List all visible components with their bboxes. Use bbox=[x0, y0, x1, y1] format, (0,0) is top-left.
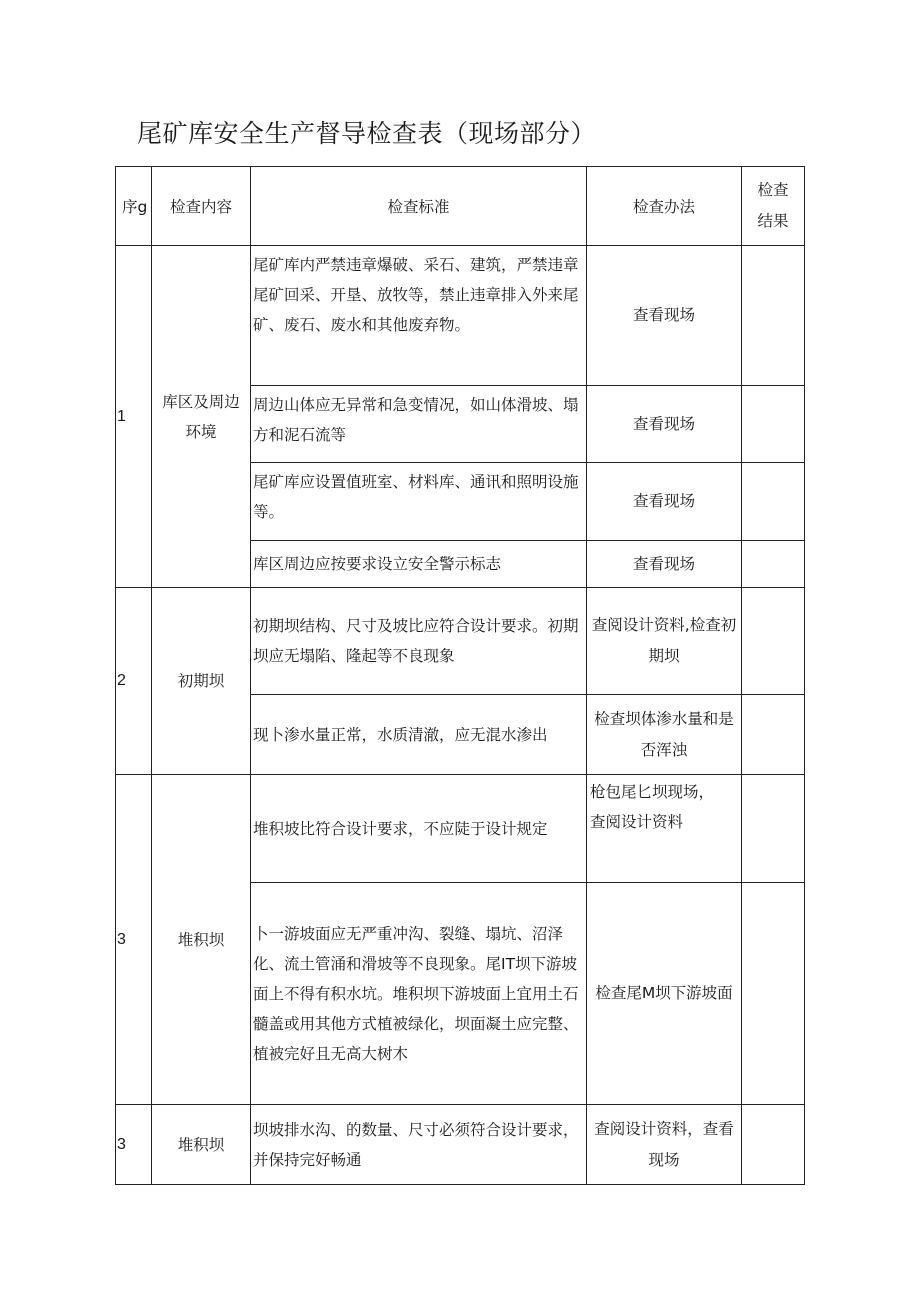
table-row bbox=[116, 588, 805, 695]
row-number: 2 bbox=[116, 588, 152, 775]
inspection-table bbox=[115, 166, 805, 1185]
table-row bbox=[116, 775, 805, 883]
check-result[interactable] bbox=[742, 541, 805, 588]
check-method: 检查坝体渗水量和是否浑浊 bbox=[587, 695, 742, 775]
header-row bbox=[116, 167, 805, 246]
check-standard: 周边山体应无异常和急变情况，如山体滑坡、塌方和泥石流等 bbox=[251, 386, 587, 463]
header-no: 序g bbox=[116, 167, 152, 246]
header-method: 检查办法 bbox=[587, 167, 742, 246]
check-standard: 尾矿库应设置值班室、材料库、通讯和照明设施等。 bbox=[251, 463, 587, 541]
check-result[interactable] bbox=[742, 883, 805, 1105]
check-method: 枪包尾匕坝现场，查阅设计资料 bbox=[587, 775, 742, 883]
table-row bbox=[116, 1105, 805, 1185]
check-standard: 现卜渗水量正常，水质清澈，应无混水渗出 bbox=[251, 695, 587, 775]
header-standard: 检查标准 bbox=[251, 167, 587, 246]
check-result[interactable] bbox=[742, 588, 805, 695]
check-standard: 尾矿库内严禁违章爆破、采石、建筑，严禁违章尾矿回采、开垦、放牧等，禁止违章排入外来尾矿、废石、废水和其他废弃物。 bbox=[251, 246, 587, 386]
check-result[interactable] bbox=[742, 246, 805, 386]
check-method: 查看现场 bbox=[587, 541, 742, 588]
check-standard: 库区周边应按要求设立安全警示标志 bbox=[251, 541, 587, 588]
row-number: 1 bbox=[116, 246, 152, 588]
check-standard: 坝坡排水沟、的数量、尺寸必须符合设计要求，并保持完好畅通 bbox=[251, 1105, 587, 1185]
page-title: 尾矿库安全生产督导检查表（现场部分） bbox=[137, 119, 597, 148]
check-result[interactable] bbox=[742, 386, 805, 463]
header-result: 检查结果 bbox=[742, 167, 805, 246]
check-method: 查看现场 bbox=[587, 246, 742, 386]
check-method: 查看现场 bbox=[587, 386, 742, 463]
header-content: 检查内容 bbox=[152, 167, 251, 246]
check-content: 堆积坝 bbox=[152, 1105, 251, 1185]
row-number: 3 bbox=[116, 775, 152, 1105]
table-row bbox=[116, 246, 805, 386]
check-method: 查阅设计资料，查看现场 bbox=[587, 1105, 742, 1185]
check-result[interactable] bbox=[742, 695, 805, 775]
check-result[interactable] bbox=[742, 463, 805, 541]
check-content: 初期坝 bbox=[152, 588, 251, 775]
check-method: 查看现场 bbox=[587, 463, 742, 541]
check-method: 检查尾M坝下游坡面 bbox=[587, 883, 742, 1105]
check-standard: 初期坝结构、尺寸及坡比应符合设计要求。初期坝应无塌陷、隆起等不良现象 bbox=[251, 588, 587, 695]
check-content: 堆积坝 bbox=[152, 775, 251, 1105]
check-standard: 卜一游坡面应无严重冲沟、裂缝、塌坑、沼泽化、流土管涌和滑坡等不良现象。尾IT坝下游坡面上不得有积水坑。堆积坝下游坡面上宜用土石髓盖或用其他方式植被绿化，坝面凝土应完整、植被完好且无高大树木 bbox=[251, 883, 587, 1105]
check-method: 查阅设计资料,检查初期坝 bbox=[587, 588, 742, 695]
check-result[interactable] bbox=[742, 775, 805, 883]
check-content: 库区及周边环境 bbox=[152, 246, 251, 588]
check-result[interactable] bbox=[742, 1105, 805, 1185]
check-standard: 堆积坡比符合设计要求，不应陡于设计规定 bbox=[251, 775, 587, 883]
row-number: 3 bbox=[116, 1105, 152, 1185]
